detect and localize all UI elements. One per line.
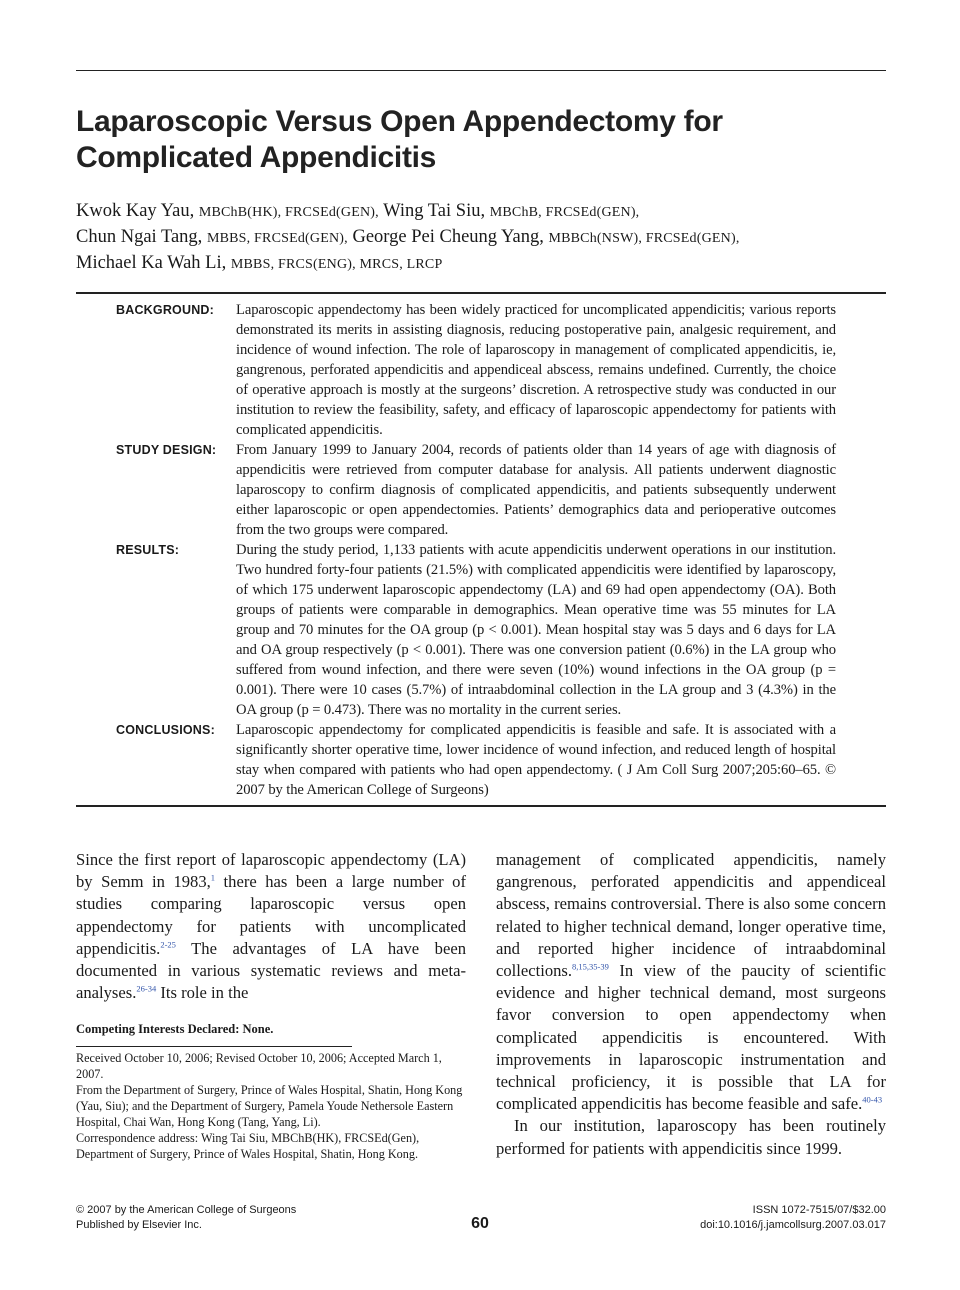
abstract-label: STUDY DESIGN: [116,443,217,457]
author-name: George Pei Cheung Yang, [352,227,544,247]
body-paragraph [496,849,886,1115]
author-line-2 [76,225,896,251]
article-title [76,104,886,176]
abstract-background [76,300,886,440]
body-column-right [496,849,886,1160]
citation-link[interactable]: 26-34 [136,983,157,994]
body-paragraph [76,849,466,1004]
author-name: Michael Ka Wah Li, [76,253,227,273]
competing-interests: Competing Interests Declared: None. [76,1022,274,1036]
abstract-label: RESULTS: [116,543,180,557]
footnotes [76,1050,466,1162]
abstract-results [76,540,886,720]
abstract-text: Laparoscopic appendectomy has been widely practiced for uncomplicated appendicitis; various reports demonstrated its merits in assisting diagnosis, reducing postoperative pain, analgesic requirement, and incidence of wound infection. The role of laparoscopy in management of complicated appendicitis, ie, gangrenous, perforated appendicitis and appendiceal abscess, remains undefined. Currently, the choice of operative approach is mostly at the surgeons’ discretion. A retrospective study was conducted in our institution to review the feasibility, safety, and efficacy of laparoscopic appendectomy for patients with complicated appendicitis. [236,302,836,438]
title-line-2: Complicated Appendicitis [76,141,437,174]
citation-link[interactable]: 8,15,35-39 [572,961,609,972]
page-number: 60 [471,1215,489,1232]
body-text: In view of the paucity of scientific evidence and higher technical demand, most surgeons favor conversion to open appendectomy when complicated appendicitis is encountered. With improvements in laparoscopic instrumentation and technical proficiency, it is possible that LA for complicated appendicitis has become feasible and safe. [496,961,886,1114]
abstract-conclusions [76,720,886,800]
author-line-1 [76,199,896,225]
footer-issn: ISSN 1072-7515/07/$32.00 [752,1204,886,1216]
author-degrees: MBChB, FRCSEd(GEN), [489,205,640,220]
abstract-text: From January 1999 to January 2004, records of patients older than 14 years of age with diagnosis of appendicitis were retrieved from computer database for analysis. All patients underwent diagnostic laparoscopy to confirm diagnosis of complicated appendicitis, and patients subsequently underwent either laparoscopic or open appendectomies. Patients’ demographics data and perioperative outcomes from the two groups were compared. [236,442,836,538]
footnote-correspondence: Correspondence address: Wing Tai Siu, MBChB(HK), FRCSEd(Gen), Department of Surgery, Prince of Wales Hospital, Shatin, Hong Kong. [76,1131,420,1161]
footer-copyright: © 2007 by the American College of Surgeons [76,1204,297,1216]
footnote-rule [76,1046,352,1047]
author-degrees: MBBCh(NSW), FRCSEd(GEN), [548,231,740,246]
abstract-text: Laparoscopic appendectomy for complicated appendicitis is feasible and safe. It is associated with a significantly shorter operative time, lower incidence of wound infection, and reduced length of hospital stay when compared with patients who had open appendectomy. ( J Am Coll Surg 2007;205:60–65. © 2007 by the American College of Surgeons) [236,722,836,798]
footer-publisher: Published by Elsevier Inc. [76,1219,202,1231]
body-text: there has been a large number of studies comparing laparoscopic versus open appendectomy for patients with uncomplicated appendicitis. [76,872,466,958]
body-column-left [76,849,466,1004]
abstract-study-design [76,440,886,540]
abstract-label: CONCLUSIONS: [116,723,215,737]
body-text: Its role in the [156,983,249,1003]
author-degrees: MBBS, FRCS(ENG), MRCS, LRCP [230,257,443,272]
author-line-3 [76,251,896,277]
author-degrees: MBBS, FRCSEd(GEN), [206,231,348,246]
title-line-1: Laparoscopic Versus Open Appendectomy for [76,105,723,138]
abstract-label: BACKGROUND: [116,303,215,317]
author-list [76,199,896,277]
abstract [76,292,886,807]
citation-link[interactable]: 40-43 [862,1094,883,1105]
author-degrees: MBChB(HK), FRCSEd(GEN), [198,205,379,220]
citation-link[interactable]: 2-25 [160,939,176,950]
footer-doi[interactable]: doi:10.1016/j.jamcollsurg.2007.03.017 [700,1219,886,1231]
author-name: Wing Tai Siu, [383,201,486,221]
footnote-affiliation: From the Department of Surgery, Prince of Wales Hospital, Shatin, Hong Kong (Yau, Siu); and the Department of Surgery, Pamela Youde Nethersole Eastern Hospital, Chai Wan, Hong Kong (Tang, Yang, Li). [76,1083,463,1129]
top-rule [76,70,886,71]
author-name: Kwok Kay Yau, [76,201,195,221]
footnote-received: Received October 10, 2006; Revised October 10, 2006; Accepted March 1, 2007. [76,1051,442,1081]
body-text: Since the first report of laparoscopic appendectomy (LA) by Semm in 1983, [76,850,466,892]
author-name: Chun Ngai Tang, [76,227,203,247]
citation-link[interactable]: 1 [210,872,216,883]
body-paragraph: In our institution, laparoscopy has been routinely performed for patients with appendicitis since 1999. [496,1116,886,1158]
body-text: The advantages of LA have been documented in various systematic reviews and meta-analyses. [76,938,466,1003]
body-text: management of complicated appendicitis, namely gangrenous, perforated appendicitis and appendiceal abscess, remains controversial. There is also some concern related to higher technical demand, longer operative time, and reported higher incidence of intraabdominal collections. [496,850,886,981]
footer-right [700,1203,886,1233]
abstract-text: During the study period, 1,133 patients with acute appendicitis underwent operations in our institution. Two hundred forty-four patients (21.5%) with complicated appendicitis were identified by laparoscopy, of which 175 underwent laparoscopic appendectomy (LA) and 69 had open appendectomy (OA). Both groups of patients were comparable in demographics. Mean operative time was 55 minutes for LA group and 70 minutes for the OA group (p < 0.001). Mean hospital stay was 5 days and 6 days for LA and OA group respectively (p < 0.001). There was one conversion patient (0.6%) in the LA group who suffered from wound infection, and there were seven (10%) wound infections in the OA group (p = 0.001). There were 10 cases (5.7%) of intraabdominal collection in the LA group and 3 (4.3%) in the OA group (p = 0.473). There was no mortality in the current series. [236,542,836,718]
